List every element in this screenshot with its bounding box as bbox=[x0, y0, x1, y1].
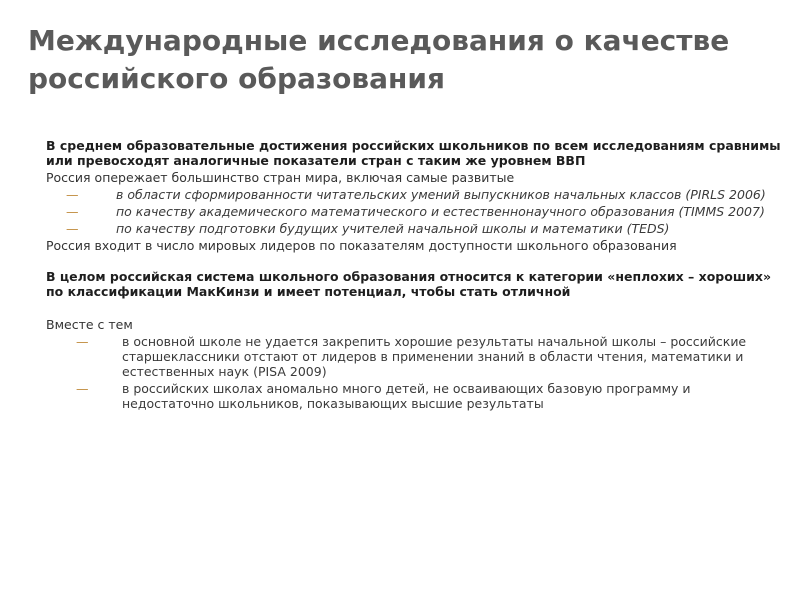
paragraph-gdp-comparison: В среднем образовательные достижения российских школьников по всем исследованиям сравнимы или превосходят аналогичные показатели стран с таким же уровнем ВВП bbox=[46, 138, 781, 168]
paragraph-accessibility: Россия входит в число мировых лидеров по показателям доступности школьного образования bbox=[46, 238, 677, 253]
slide-title: Международные исследования о качестве российского образования bbox=[28, 24, 730, 95]
dash-marker: — bbox=[66, 221, 79, 236]
spacer bbox=[46, 301, 782, 317]
spacer bbox=[46, 255, 782, 269]
bullet-text-pirls: в области сформированности читательских умений выпускников начальных классов (PIRLS 2006) bbox=[116, 187, 766, 202]
dash-marker: — bbox=[66, 204, 79, 219]
slide-content bbox=[46, 138, 782, 413]
bullet-text-teds: по качеству подготовки будущих учителей начальной школы и математики (TEDS) bbox=[116, 221, 670, 236]
dash-marker: — bbox=[66, 187, 79, 202]
bullet-item bbox=[46, 221, 782, 236]
dash-marker: — bbox=[76, 334, 89, 349]
paragraph-however: Вместе с тем bbox=[46, 317, 133, 332]
bullet-text-timms: по качеству академического математического и естественнонаучного образования (TIMMS 2007) bbox=[116, 204, 765, 219]
bullet-item bbox=[46, 187, 782, 202]
paragraph-mckinsey: В целом российская система школьного образования относится к категории «неплохих – хороших» по классификации МакКинзи и имеет потенциал, чтобы стать отличной bbox=[46, 269, 772, 299]
dash-marker: — bbox=[76, 381, 89, 396]
bullet-text-pisa: в основной школе не удается закрепить хорошие результаты начальной школы – российские старшеклассники отстают от лидеров в применении знаний в области чтения, математики и естественных наук (PISA 2009) bbox=[122, 334, 747, 379]
bullet-item bbox=[46, 334, 782, 379]
bullet-item bbox=[46, 381, 782, 411]
paragraph-russia-ahead: Россия опережает большинство стран мира, включая самые развитые bbox=[46, 170, 515, 185]
bullet-item bbox=[46, 204, 782, 219]
bullet-text-underperformers: в российских школах аномально много детей, не осваивающих базовую программу и недостаточно школьников, показывающих высшие результаты bbox=[122, 381, 691, 411]
